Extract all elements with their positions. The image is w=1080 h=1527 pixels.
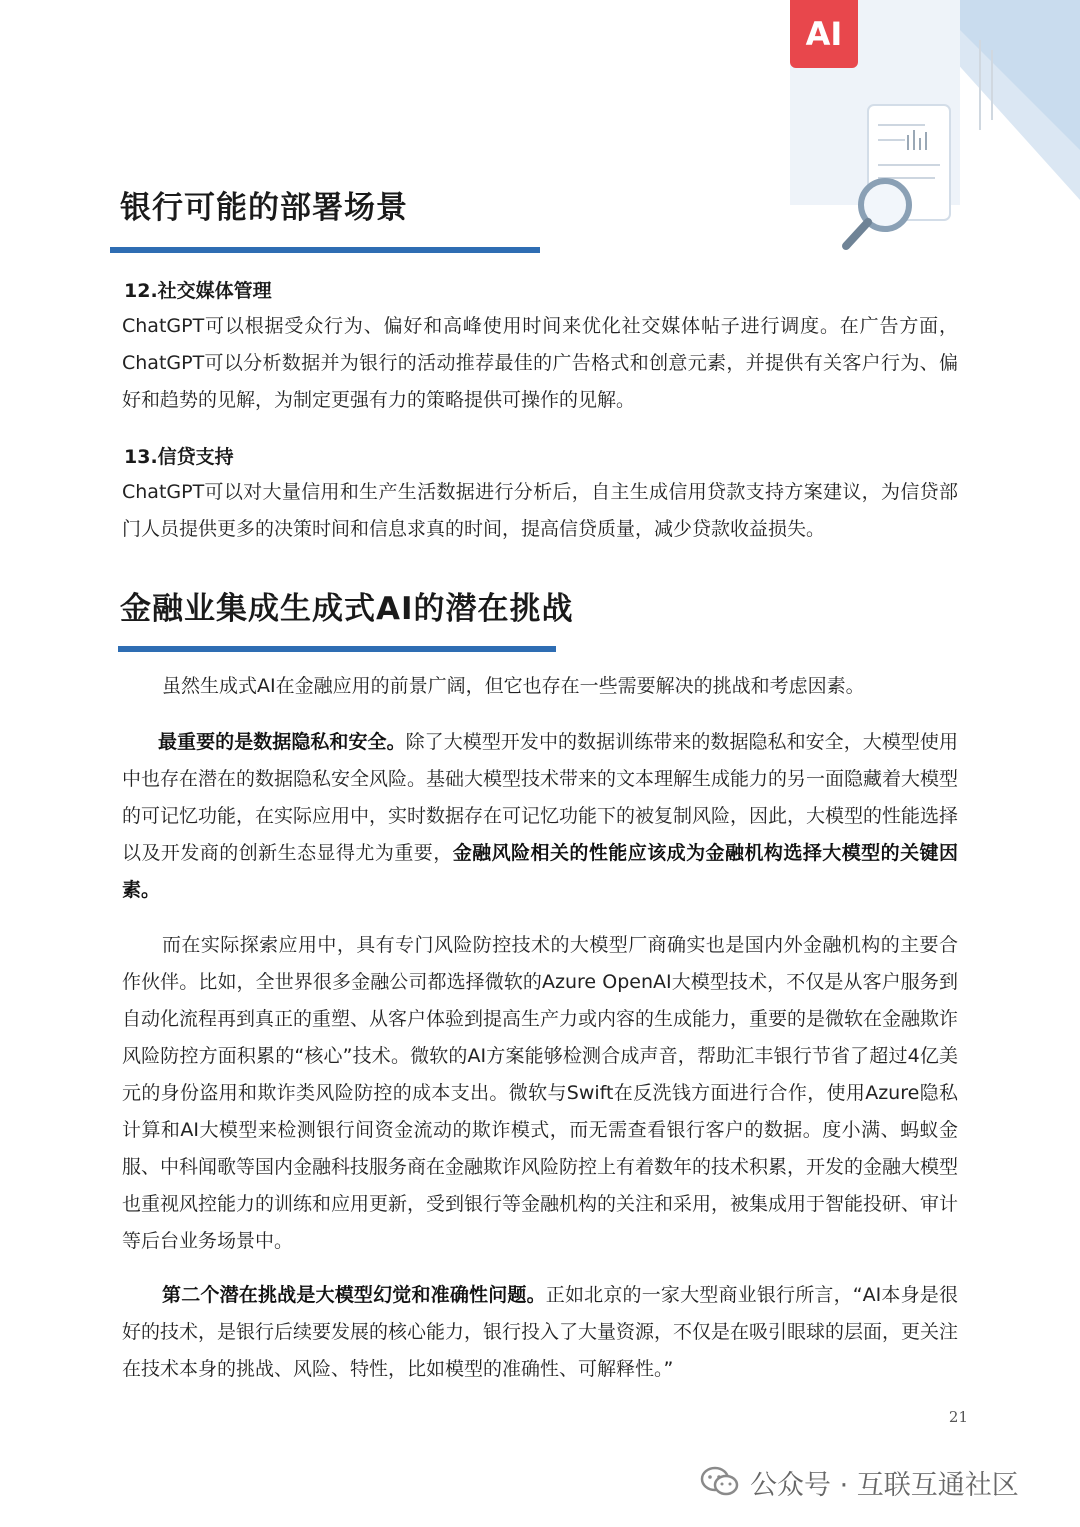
privacy-lead: 最重要的是数据隐私和安全。 (158, 731, 406, 753)
wechat-footer (700, 1462, 1019, 1502)
section-title-deployment: 银行可能的部署场景 (120, 190, 408, 226)
intro-paragraph: 虽然生成式AI在金融应用的前景广阔，但它也存在一些需要解决的挑战和考虑因素。 (162, 675, 865, 697)
wechat-icon (700, 1465, 740, 1499)
practice-paragraph: 而在实际探索应用中，具有专门风险防控技术的大模型厂商确实也是国内外金融机构的主要合作伙伴。比如，全世界很多金融公司都选择微软的Azure OpenAI大模型技术，不仅是从客户服务到自动化流程再到真正的重塑、从客户体验到提高生产力或内容的生成能力，重要的是微软在金融欺诈风险防控方面积累的“核心”技术。微软的AI方案能够检测合成声音，帮助汇丰银行节省了超过4亿美元的身份盗用和欺诈类风险防控的成本支出。微软与Swift在反洗钱方面进行合作，使用Azure隐私计算和AI大模型来检测银行间资金流动的欺诈模式，而无需查看银行客户的数据。度小满、蚂蚁金服、中科闻歌等国内金融科技服务商在金融欺诈风险防控上有着数年的技术积累，开发的金融大模型也重视风控能力的训练和应用更新，受到银行等金融机构的关注和采用，被集成用于智能投研、审计等后台业务场景中。 (122, 934, 959, 1252)
hallucination-paragraph (122, 1277, 958, 1388)
title-underline (118, 646, 556, 652)
page-number: 21 (948, 1408, 968, 1426)
item-12-heading: 12.社交媒体管理 (124, 280, 272, 302)
privacy-body: 除了大模型开发中的数据训练带来的数据隐私和安全，大模型使用中也存在潜在的数据隐私安全风险。基础大模型技术带来的文本理解生成能力的另一面隐藏着大模型的可记忆功能，在实际应用中，实时数据存在可记忆功能下的被复制风险，因此，大模型的性能选择以及开发商的创新生态显得尤为重要， (122, 731, 959, 864)
section-title-challenges: 金融业集成生成式AI的潜在挑战 (120, 591, 574, 627)
footer-text: 公众号 · 互联互通社区 (750, 1469, 1019, 1501)
title-underline (110, 247, 540, 253)
privacy-paragraph (122, 724, 958, 909)
ai-badge (790, 0, 858, 68)
hallucination-lead: 第二个潜在挑战是大模型幻觉和准确性问题。 (162, 1284, 546, 1306)
privacy-conclusion: 金融风险相关的性能应该成为金融机构选择大模型的关键因素。 (122, 842, 958, 901)
item-13-text: ChatGPT可以对大量信用和生产生活数据进行分析后，自主生成信用贷款支持方案建议，为信贷部门人员提供更多的决策时间和信息求真的时间，提高信贷质量，减少贷款收益损失。 (122, 481, 958, 540)
item-13-heading: 13.信贷支持 (124, 446, 234, 468)
item-12-text: ChatGPT可以根据受众行为、偏好和高峰使用时间来优化社交媒体帖子进行调度。在广告方面，ChatGPT可以分析数据并为银行的活动推荐最佳的广告格式和创意元素，并提供有关客户行为、偏好和趋势的见解，为制定更强有力的策略提供可操作的见解。 (122, 315, 958, 411)
ai-badge-text: AI (805, 15, 843, 53)
hallucination-body: 正如北京的一家大型商业银行所言，“AI本身是很好的技术，是银行后续要发展的核心能力，银行投入了大量资源，不仅是在吸引眼球的层面，更关注在技术本身的挑战、风险、特性，比如模型的准确性、可解释性。” (122, 1284, 959, 1380)
